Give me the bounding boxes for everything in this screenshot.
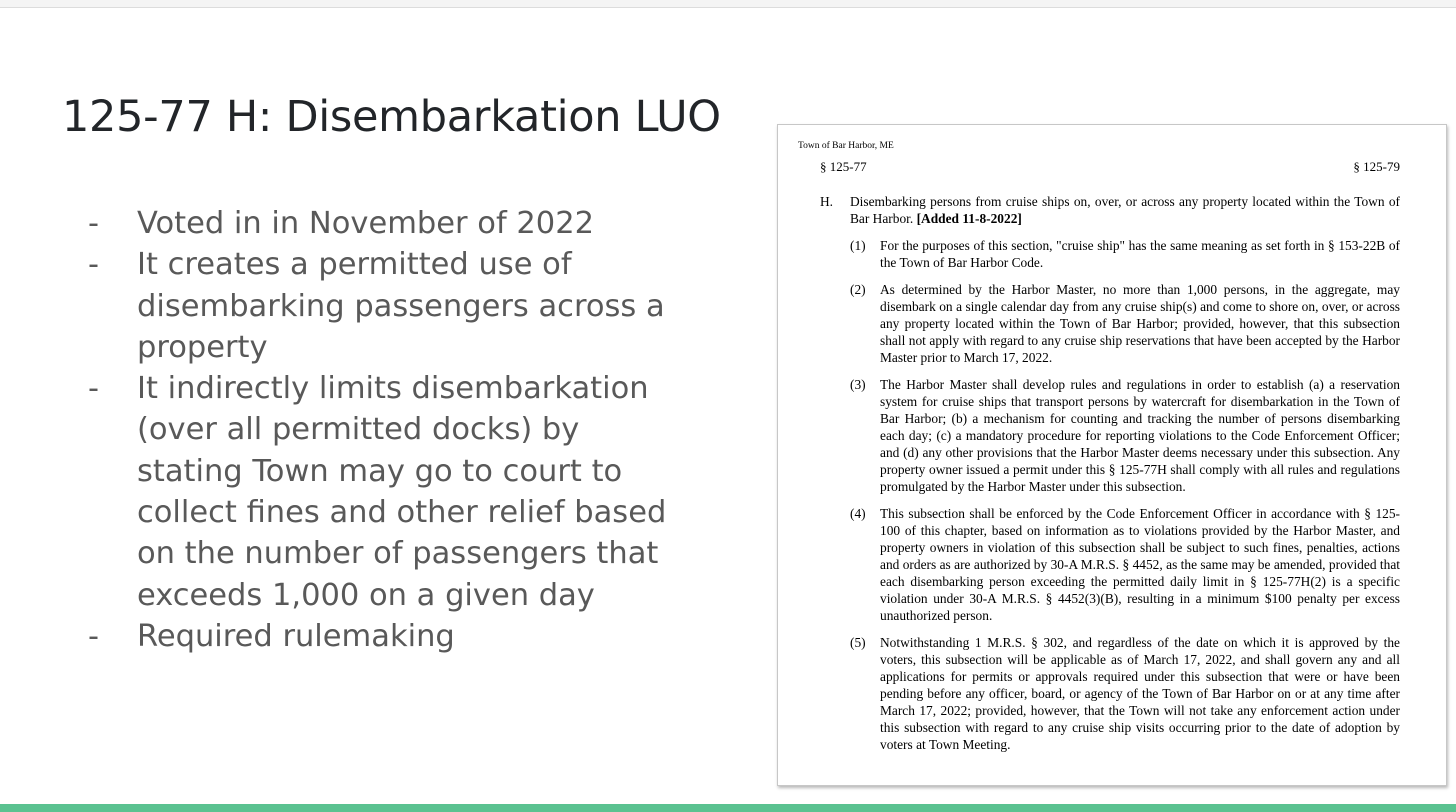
bullet-text: Required rulemaking: [137, 618, 455, 654]
bullet-text: It indirectly limits disembarkation (over all permitted docks) by stating Town may go to court to collect fines and other relief based on the number of passengers that exceeds 1,000 on a given day: [137, 371, 667, 613]
item-number: (5): [850, 635, 866, 650]
item-number: (3): [850, 377, 866, 392]
item-number: (1): [850, 238, 866, 253]
document-header: Town of Bar Harbor, ME: [798, 141, 894, 151]
bullet-marker: -: [88, 206, 100, 241]
item-number: (2): [850, 282, 866, 297]
subsection-item: [850, 376, 1400, 495]
slide-top-border: [0, 0, 1456, 8]
bullet-item: [88, 616, 688, 657]
subsection-items: [850, 237, 1400, 763]
item-text: As determined by the Harbor Master, no more than 1,000 persons, in the aggregate, may disembark on a single calendar day from any cruise ship(s) and come to shore on, over, or across any property located within the Town of Bar Harbor; provided, however, that this subsection shall not apply with regard to any cruise ship reservations that have been accepted by the Harbor Master prior to March 17, 2022.: [880, 282, 1400, 365]
subsection-item: [850, 237, 1400, 271]
subsection-heading: [850, 193, 1400, 227]
item-text: This subsection shall be enforced by the Code Enforcement Officer in accordance with § 125-100 of this chapter, based on information as to violations provided by the Harbor Master, and property owners in violation of this subsection shall be subject to such fines, penalties, actions and orders as are authorized by 30-A M.R.S. § 4452, as the same may be amended, provided that each disembarking person exceeding the permitted daily limit in § 125-77H(2) is a specific violation under 30-A M.R.S. § 4452(3)(B), resulting in a minimum $100 penalty per excess unauthorized person.: [880, 506, 1400, 623]
item-text: For the purposes of this section, "cruise ship" has the same meaning as set forth in § 153-22B of the Town of Bar Harbor Code.: [880, 238, 1400, 270]
section-number-right: § 125-79: [1353, 159, 1400, 174]
subsection-label: H.: [820, 194, 834, 209]
ordinance-document-image: [777, 124, 1447, 786]
bullet-text: Voted in in November of 2022: [137, 206, 595, 241]
item-number: (4): [850, 506, 866, 521]
bullet-marker: -: [88, 618, 100, 654]
bullet-item: [88, 244, 688, 368]
added-date-note: [Added 11-8-2022]: [916, 211, 1022, 226]
subsection-item: [850, 281, 1400, 366]
bullet-item: [88, 203, 688, 244]
bullet-item: [88, 368, 688, 616]
slide-title: 125-77 H: Disembarkation LUO: [62, 92, 721, 142]
slide-accent-bar: [0, 804, 1456, 812]
section-number-left: § 125-77: [820, 159, 867, 174]
bullet-list: [88, 203, 688, 657]
item-text: Notwithstanding 1 M.R.S. § 302, and regardless of the date on which it is approved by the voters, this subsection will be applicable as of March 17, 2022, and shall govern any and all applications for permits or approvals required under this subsection that were or have been pending before any officer, board, or agency of the Town of Bar Harbor on or at any time after March 17, 2022; provided, however, that the Town will not take any enforcement action under this subsection with regard to any cruise ship visits occurring prior to the date of adoption by voters at Town Meeting.: [880, 635, 1400, 752]
subsection-item: [850, 505, 1400, 624]
item-text: The Harbor Master shall develop rules and regulations in order to establish (a) a reservation system for cruise ships that transport persons by watercraft for disembarkation in the Town of Bar Harbor; (b) a mechanism for counting and tracking the number of persons disembarking each day; (c) a mandatory procedure for reporting violations to the Code Enforcement Officer; and (d) any other provisions that the Harbor Master deems necessary under this subsection. Any property owner issued a permit under this § 125-77H shall comply with all rules and regulations promulgated by the Harbor Master under this subsection.: [880, 377, 1400, 494]
bullet-marker: -: [88, 371, 100, 407]
bullet-marker: -: [88, 247, 100, 283]
subsection-item: [850, 634, 1400, 753]
subsection-heading-text: Disembarking persons from cruise ships on, over, or across any property located within the Town of Bar Harbor.: [850, 194, 1400, 226]
bullet-text: It creates a permitted use of disembarking passengers across a property: [137, 247, 665, 365]
